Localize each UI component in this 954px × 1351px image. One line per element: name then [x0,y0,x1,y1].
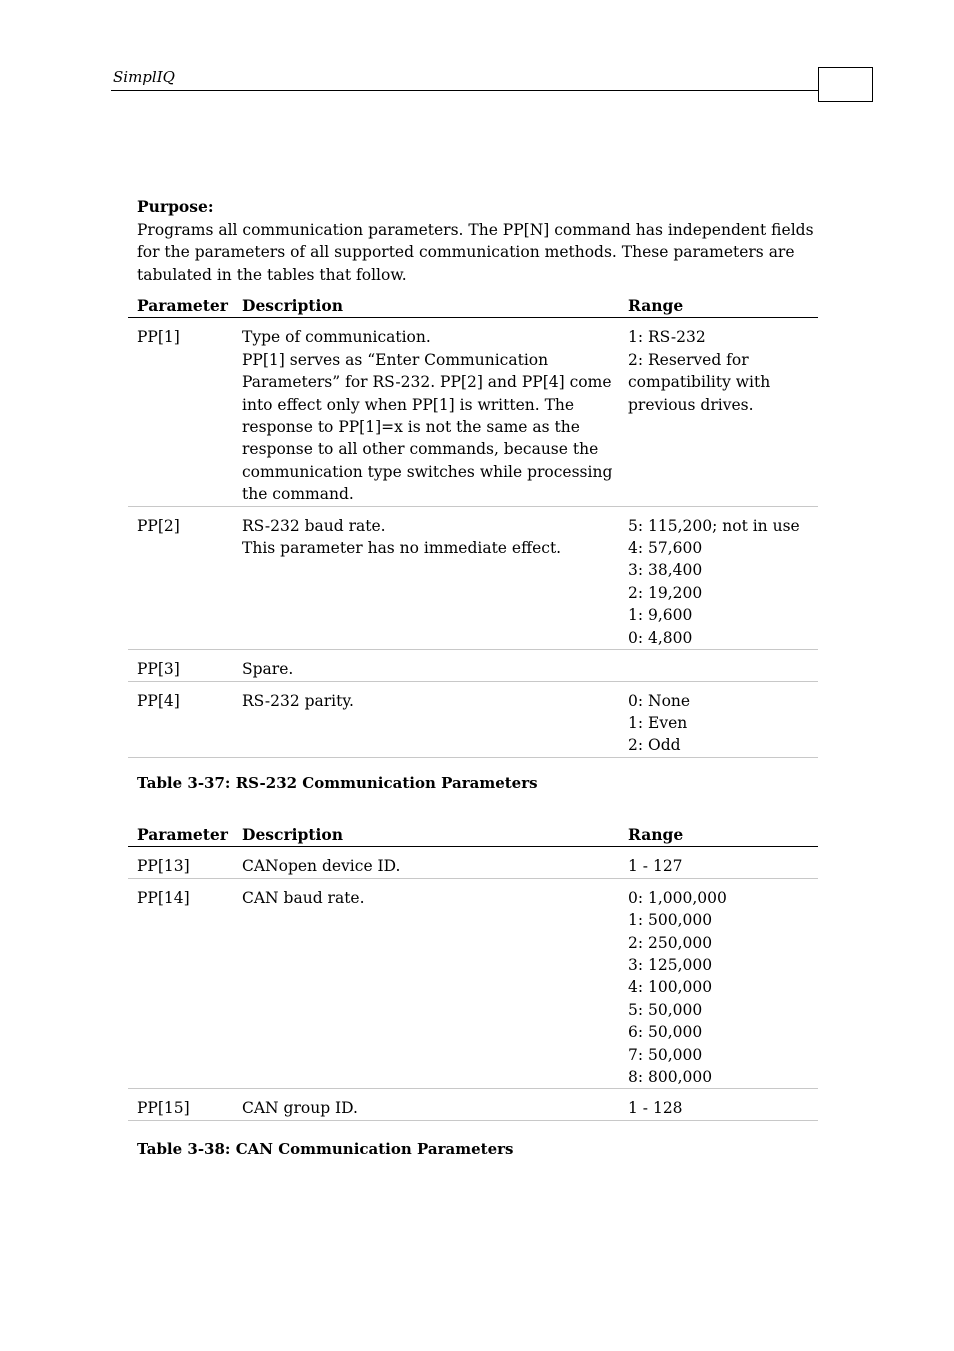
column-header-parameter: Parameter [128,295,233,318]
description-cell [233,847,619,878]
range-cell [619,318,818,506]
range-line: 5: 115,200; not in use [628,516,800,535]
range-line: 8: 800,000 [628,1068,713,1087]
description-line: Spare. [242,660,294,679]
table-row [128,878,818,1089]
description-cell [233,681,619,757]
range-line: 1 - 128 [628,1099,683,1118]
range-line: 0: 1,000,000 [628,888,727,907]
table-caption: Table 3-38: CAN Communication Parameters [137,1140,514,1158]
parameter-cell: PP[4] [128,681,233,757]
range-line: 1 - 127 [628,857,683,876]
description-line: CAN baud rate. [242,888,365,907]
description-line: Type of communication. [242,328,431,347]
table-row [128,847,818,878]
description-line: This parameter has no immediate effect. [242,539,562,558]
range-line: 2: Odd [628,736,681,755]
range-line: 6: 50,000 [628,1023,703,1042]
table-row [128,1089,818,1120]
range-line: 0: 4,800 [628,628,693,647]
table-header-row [128,824,818,847]
page-number-box [818,67,873,102]
running-header-title: SimplIQ [113,68,175,86]
range-line: 4: 100,000 [628,978,713,997]
range-cell [619,1089,818,1120]
description-line: RS-232 parity. [242,691,354,710]
range-cell [619,506,818,649]
range-cell [619,650,818,681]
parameter-cell: PP[15] [128,1089,233,1120]
description-cell [233,1089,619,1120]
description-line: CAN group ID. [242,1099,358,1118]
purpose-section [137,196,819,286]
range-line: 1: RS-232 [628,328,706,347]
column-header-range: Range [619,824,818,847]
parameter-cell: PP[14] [128,878,233,1089]
table-caption: Table 3-37: RS-232 Communication Parameters [137,774,538,792]
range-cell [619,847,818,878]
parameter-cell: PP[13] [128,847,233,878]
table-row [128,650,818,681]
column-header-parameter: Parameter [128,824,233,847]
column-header-range: Range [619,295,818,318]
range-line: 0: None [628,691,691,710]
rs232-parameters-table [128,295,818,758]
range-line: 1: 9,600 [628,606,693,625]
range-cell [619,878,818,1089]
range-line: 2: Reserved for compatibility with previous drives. [628,350,771,414]
description-cell [233,650,619,681]
purpose-text: Programs all communication parameters. The PP[N] command has independent fields for the parameters of all supported communication methods. These parameters are tabulated in the tables that follow. [137,220,814,284]
range-line: 1: Even [628,713,688,732]
range-line: 4: 57,600 [628,539,703,558]
description-line: RS-232 baud rate. [242,516,386,535]
range-line: 3: 125,000 [628,956,713,975]
parameter-cell: PP[3] [128,650,233,681]
parameter-cell: PP[1] [128,318,233,506]
range-line: 3: 38,400 [628,561,703,580]
table-header-row [128,295,818,318]
description-line: CANopen device ID. [242,857,401,876]
range-line: 2: 250,000 [628,933,713,952]
description-cell [233,506,619,649]
header-rule [111,90,819,91]
parameter-cell: PP[2] [128,506,233,649]
range-line: 5: 50,000 [628,1000,703,1019]
table-row [128,318,818,506]
range-cell [619,681,818,757]
table-row [128,506,818,649]
range-line: 7: 50,000 [628,1045,703,1064]
table-row [128,681,818,757]
range-line: 1: 500,000 [628,911,713,930]
can-parameters-table [128,824,818,1121]
column-header-description: Description [233,824,619,847]
description-line: PP[1] serves as “Enter Communication Parameters” for RS-232. PP[2] and PP[4] come into effect only when PP[1] is written. The response to PP[1]=x is not the same as the response to all other commands, because the communication type switches while processing the command. [242,350,613,504]
column-header-description: Description [233,295,619,318]
description-cell [233,318,619,506]
purpose-label: Purpose: [137,197,214,216]
range-line: 2: 19,200 [628,583,703,602]
description-cell [233,878,619,1089]
